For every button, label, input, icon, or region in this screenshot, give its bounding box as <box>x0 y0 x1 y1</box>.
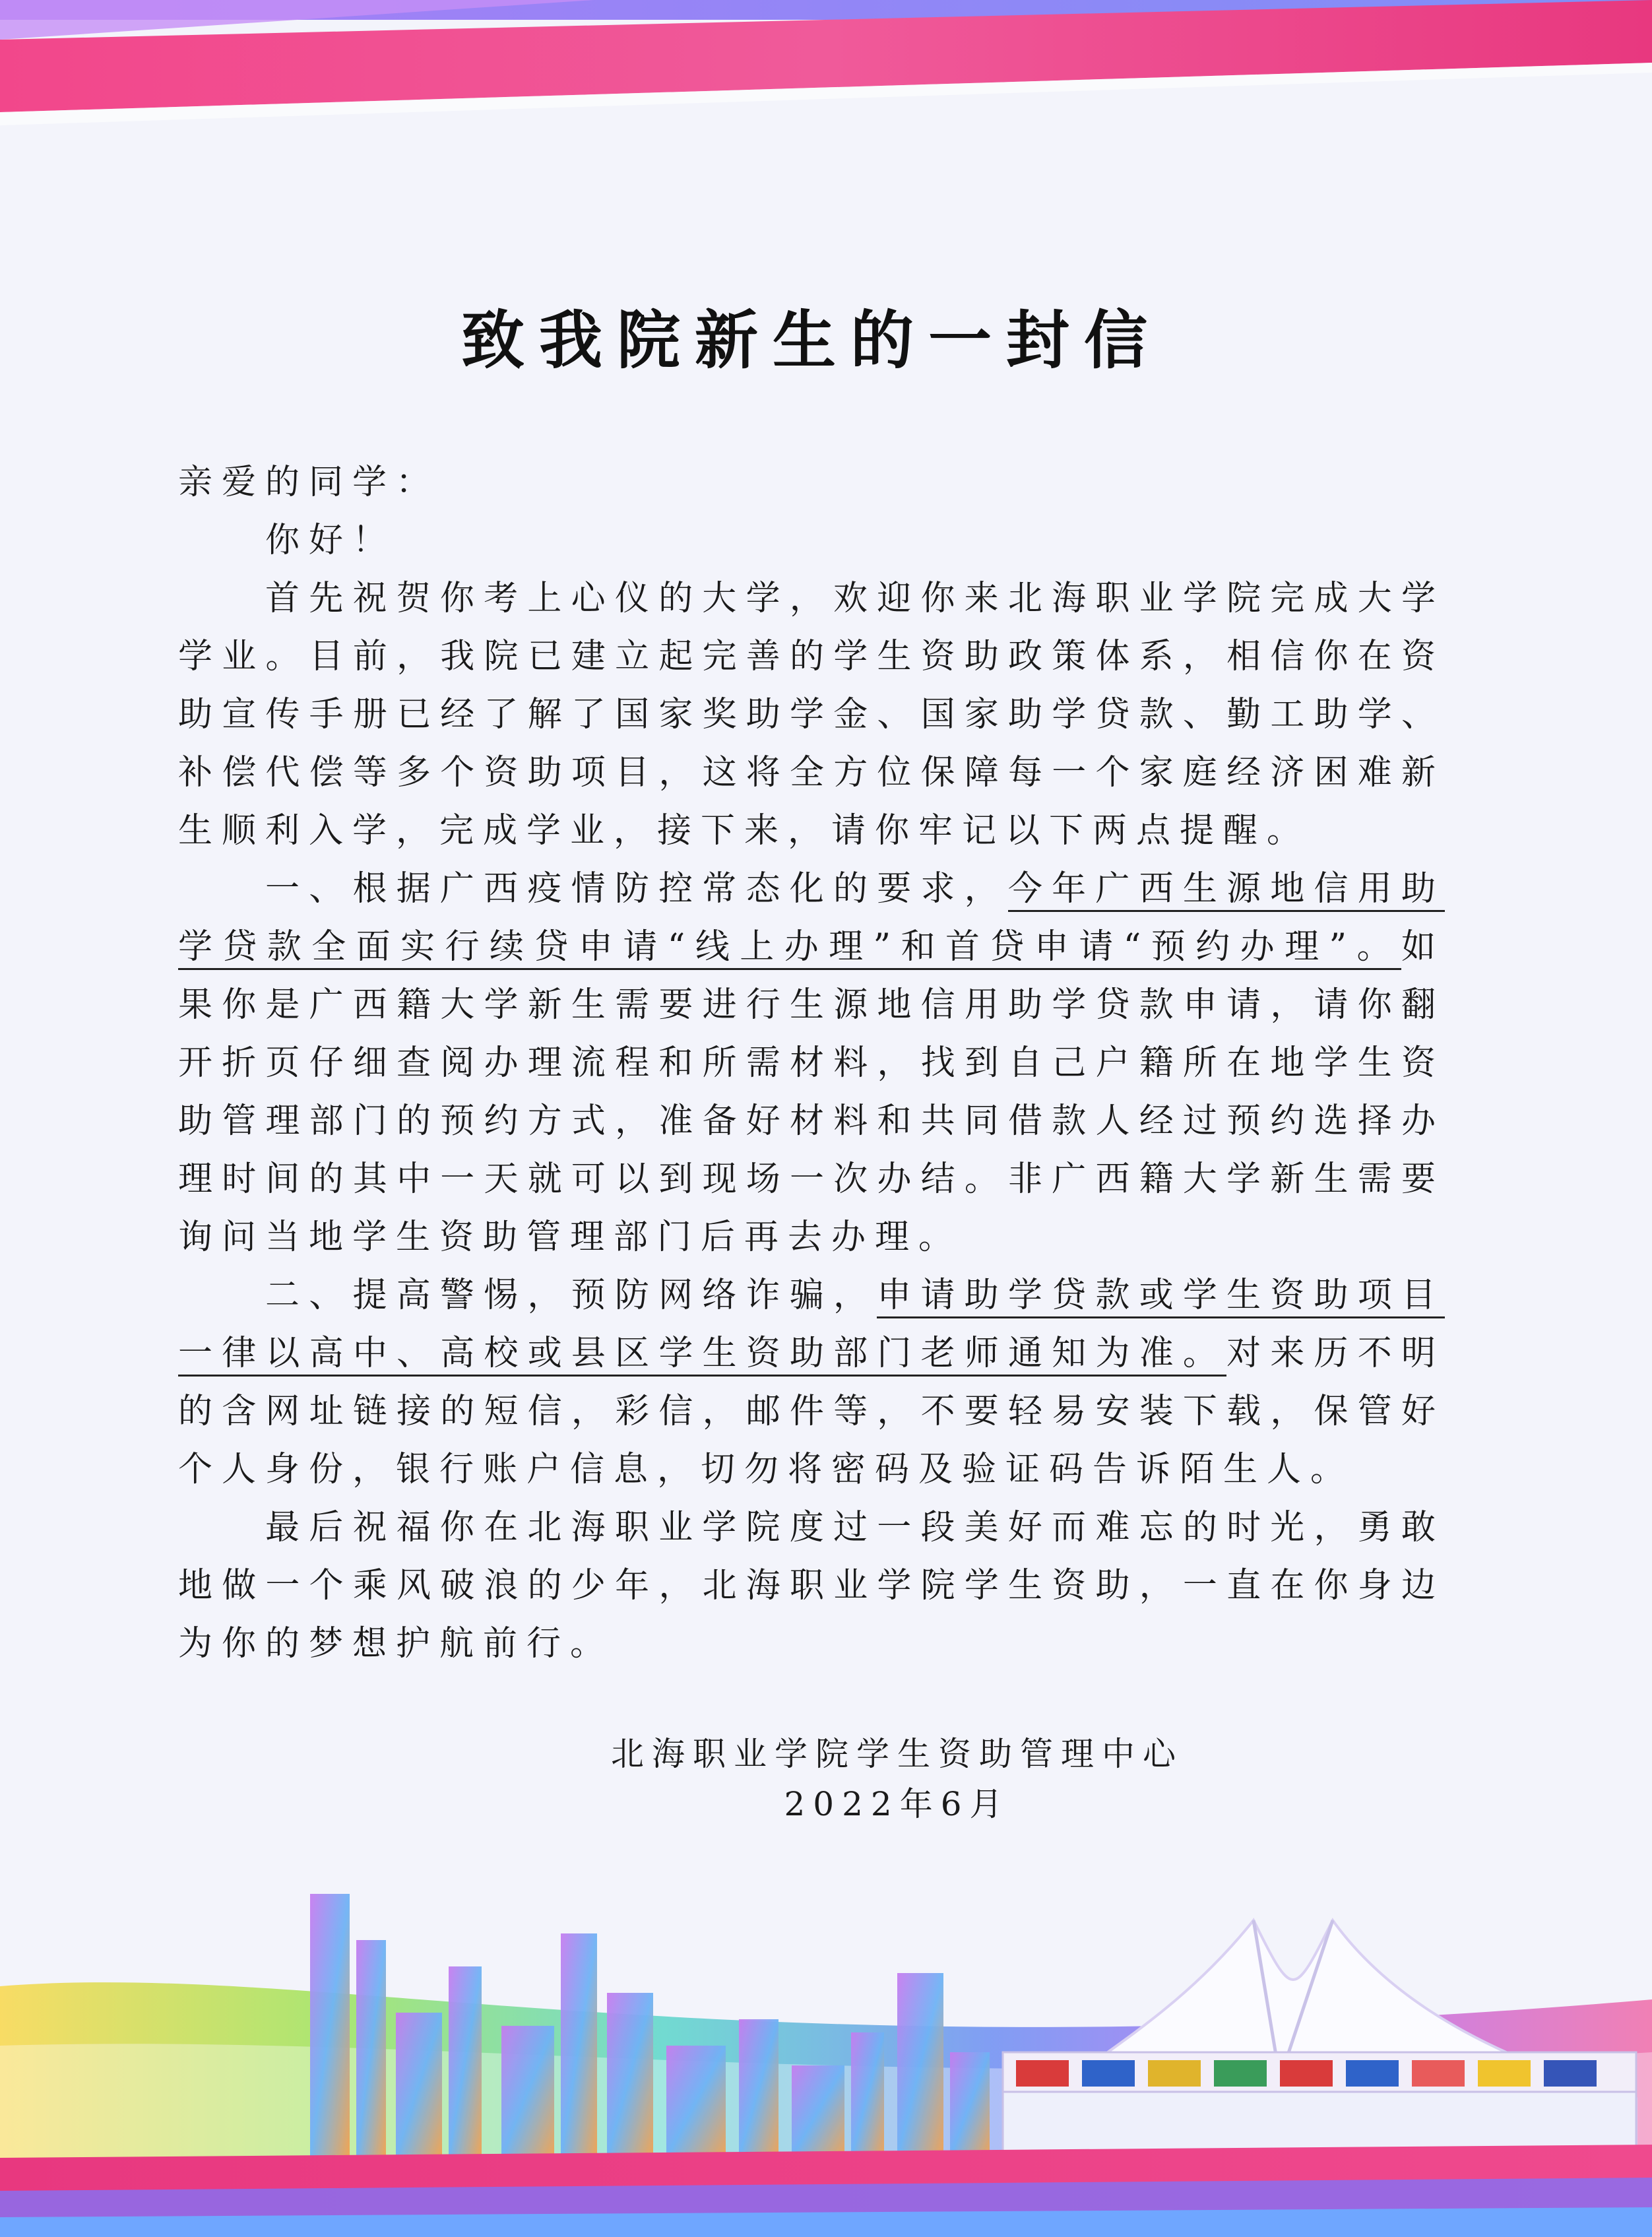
top-band-graphic <box>0 0 1652 125</box>
signature-block <box>581 1729 1214 1829</box>
signature-date: 2022年6月 <box>784 1785 1011 1823</box>
signature-organization: 北海职业学院学生资助管理中心 <box>611 1735 1184 1773</box>
paragraph-point-two <box>178 1266 1445 1499</box>
salutation: 亲爱的同学： <box>178 463 440 502</box>
letter-title: 致我院新生的一封信 <box>461 303 1162 377</box>
greeting: 你好！ <box>265 521 397 560</box>
paragraph-closing: 最后祝福你在北海职业学院度过一段美好而难忘的时光，勇敢地做一个乘风破浪的少年，北海职业学院学生资助，一直在你身边为你的梦想护航前行。 <box>178 1508 1445 1664</box>
paragraph-intro: 首先祝贺你考上心仪的大学，欢迎你来北海职业学院完成大学学业。目前，我院已建立起完善的学生资助政策体系，相信你在资助宣传手册已经了解了国家奖助学金、国家助学贷款、勤工助学、补偿代偿等多个资助项目，这将全方位保障每一个家庭经济困难新生顺利入学，完成学业，接下来，请你牢记以下两点提醒。 <box>178 579 1445 851</box>
point-two-highlight: 申请助学贷款或学生资助项目一律以高中、高校或县区学生资助部门老师通知为准。 <box>178 1276 1445 1377</box>
point-one-detail: 如果你是广西籍大学新生需要进行生源地信用助学贷款申请，请你翻开折页仔细查阅办理流程和所需材料，找到自己户籍所在地学生资助管理部门的预约方式，准备好材料和共同借款人经过预约选择办理时间的其中一天就可以到现场一次办结。非广西籍大学新生需要询问当地学生资助管理部门后再去办理。 <box>178 927 1445 1257</box>
point-one-intro: 一、根据广西疫情防控常态化的要求， <box>265 869 1008 909</box>
point-two-intro: 二、提高警惕，预防网络诈骗， <box>265 1276 877 1315</box>
point-two-detail: 对来历不明的含网址链接的短信，彩信，邮件等，不要轻易安装下载，保管好个人身份，银行账户信息，切勿将密码及验证码告诉陌生人。 <box>178 1334 1445 1489</box>
city-skyline-graphic <box>0 1881 1652 2237</box>
letter-body <box>178 290 1445 1673</box>
paragraph-point-one <box>178 860 1445 1266</box>
point-one-highlight: 今年广西生源地信用助学贷款全面实行续贷申请“线上办理”和首贷申请“预约办理”。 <box>178 869 1445 970</box>
